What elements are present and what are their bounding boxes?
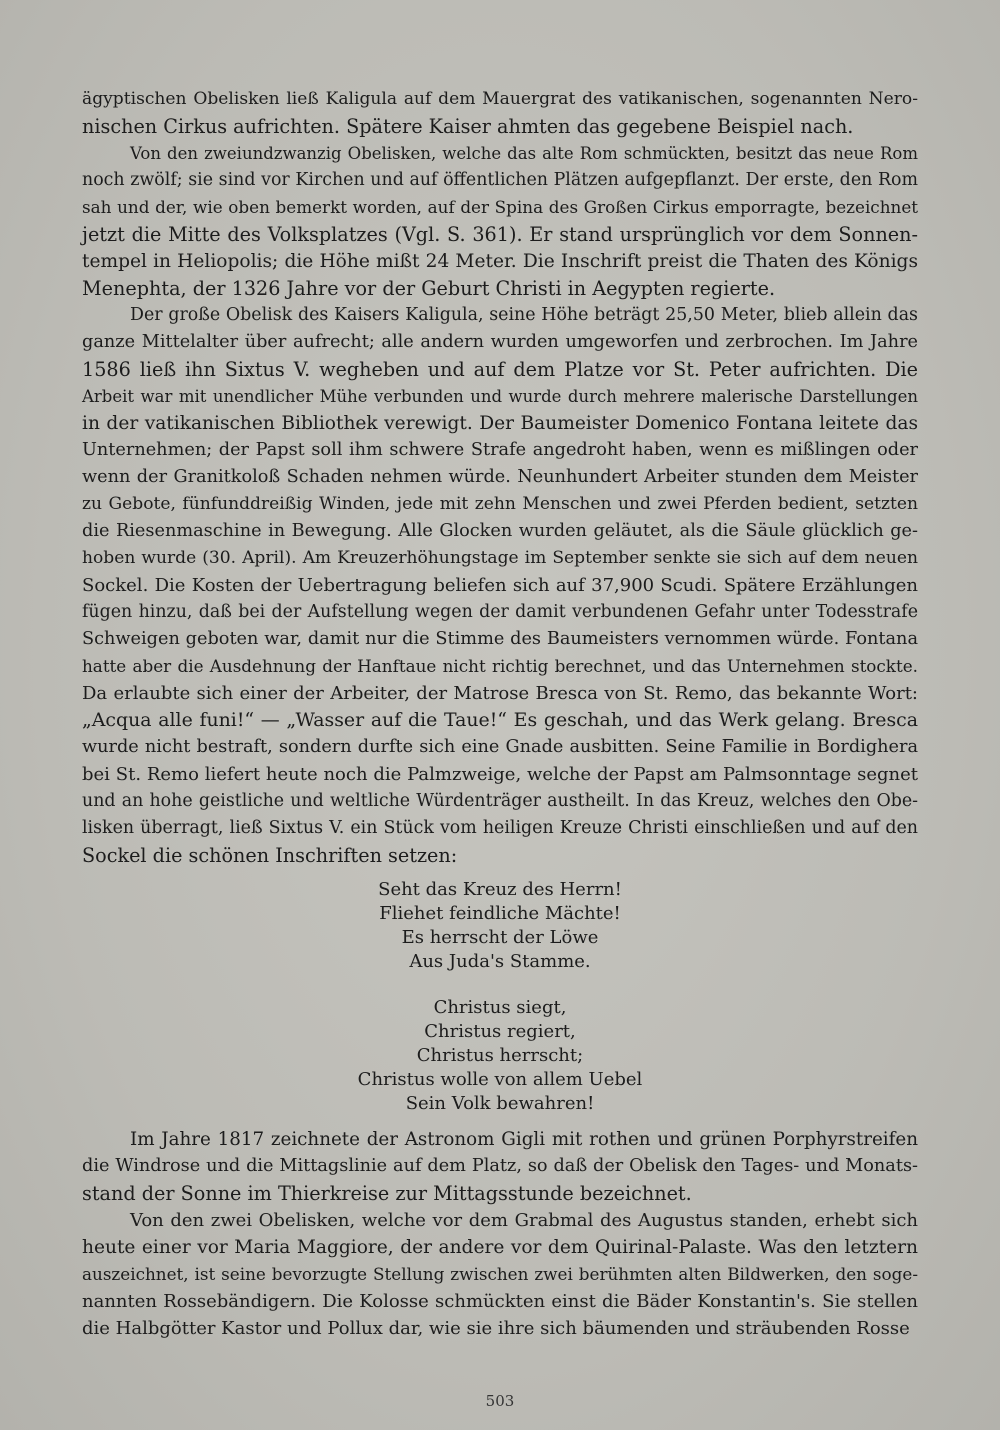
text-line: „Acqua alle funi!“ — „Wasser auf die Taue!“ Es geschah, und das Werk gelang. Bresca (82, 709, 918, 731)
text-line: wurde nicht bestraft, sondern durfte sich eine Gnade ausbitten. Seine Familie in Bordighera (82, 737, 918, 757)
text-line: die Windrose und die Mittagslinie auf dem Platz, so daß der Obelisk den Tages- und Monats- (82, 1156, 918, 1176)
text-line: lisken überragt, ließ Sixtus V. ein Stück vom heiligen Kreuze Christi einschließen und auf den (82, 818, 918, 838)
text-line: heute einer vor Maria Maggiore, der andere vor dem Quirinal-Palaste. Was den letztern (82, 1237, 918, 1258)
text-line: auszeichnet, ist seine bevorzugte Stellung zwischen zwei berühmten alten Bildwerken, den soge- (82, 1264, 918, 1284)
inscription-verse (82, 996, 918, 1116)
paragraph (82, 1207, 918, 1342)
text-line: und an hohe geistliche und weltliche Würdenträger austheilt. In das Kreuz, welches den Obe- (82, 791, 918, 811)
text-line: Im Jahre 1817 zeichnete der Astronom Gigli mit rothen und grünen Porphyrstreifen (130, 1129, 918, 1150)
text-line: Sockel die schönen Inschriften setzen: (82, 844, 458, 867)
text-line: wenn der Granitkoloß Schaden nehmen würde. Neunhundert Arbeiter stunden dem Meister (82, 467, 918, 487)
verse-line: Sein Volk bewahren! (405, 1093, 595, 1114)
inscription-verse (82, 878, 918, 974)
text-line: noch zwölf; sie sind vor Kirchen und auf öffentlichen Plätzen aufgepflanzt. Der erste, den Rom (82, 170, 918, 190)
text-line: jetzt die Mitte des Volksplatzes (Vgl. S. 361). Er stand ursprünglich vor dem Sonnen- (82, 223, 918, 246)
verse-line: Christus siegt, (433, 997, 567, 1018)
text-line: Schweigen geboten war, damit nur die Stimme des Baumeisters vernommen würde. Fontana (82, 629, 918, 649)
text-line: die Halbgötter Kastor und Pollux dar, wie sie ihre sich bäumenden und sträubenden Rosse (82, 1318, 910, 1339)
text-line: sah und der, wie oben bemerkt worden, auf der Spina des Großen Cirkus emporragte, bezeichnet (82, 197, 918, 217)
text-line: die Riesenmaschine in Bewegung. Alle Glocken wurden geläutet, als die Säule glücklich ge- (82, 521, 918, 541)
paragraph (82, 302, 918, 869)
paragraph (82, 86, 918, 140)
text-line: Von den zweiundzwanzig Obelisken, welche das alte Rom schmückten, besitzt das neue Rom (130, 144, 918, 163)
verse-line: Fliehet feindliche Mächte! (379, 903, 621, 924)
text-line: Der große Obelisk des Kaisers Kaligula, seine Höhe beträgt 25,50 Meter, blieb allein das (130, 305, 918, 325)
text-line: 1586 ließ ihn Sixtus V. wegheben und auf dem Platze vor St. Peter aufrichten. Die (82, 358, 918, 381)
text-line: nischen Cirkus aufrichten. Spätere Kaiser ahmten das gegebene Beispiel nach. (82, 115, 854, 138)
body-text (82, 86, 918, 869)
text-line: zu Gebote, fünfunddreißig Winden, jede mit zehn Menschen und zwei Pferden bedient, setzten (82, 494, 918, 514)
verse-line: Christus regiert, (424, 1021, 576, 1042)
text-line: nannten Rossebändigern. Die Kolosse schmückten einst die Bäder Konstantin's. Sie stellen (82, 1291, 918, 1312)
text-line: ganze Mittelalter über aufrecht; alle andern wurden umgeworfen und zerbrochen. Im Jahre (82, 332, 918, 352)
text-line: Unternehmen; der Papst soll ihm schwere Strafe angedroht haben, wenn es mißlingen oder (82, 440, 918, 460)
text-line: stand der Sonne im Thierkreise zur Mittagsstunde bezeichnet. (82, 1182, 692, 1205)
text-line: tempel in Heliopolis; die Höhe mißt 24 Meter. Die Inschrift preist die Thaten des Königs (82, 251, 918, 272)
text-line: Da erlaubte sich einer der Arbeiter, der Matrose Bresca von St. Remo, das bekannte Wort: (82, 683, 918, 704)
text-line: ägyptischen Obelisken ließ Kaligula auf dem Mauergrat des vatikanischen, sogenannten Nero- (82, 89, 918, 109)
paragraph (82, 1126, 918, 1207)
page-number: 503 (485, 1392, 515, 1410)
verse-line: Christus wolle von allem Uebel (357, 1069, 643, 1090)
verse-line: Aus Juda's Stamme. (409, 951, 591, 972)
text-line: Sockel. Die Kosten der Uebertragung beliefen sich auf 37,900 Scudi. Spätere Erzählungen (82, 575, 918, 596)
text-line: hatte aber die Ausdehnung der Hanftaue nicht richtig berechnet, und das Unternehmen stockte. (82, 656, 918, 676)
verse-line: Christus herrscht; (416, 1045, 584, 1066)
text-line: fügen hinzu, daß bei der Aufstellung wegen der damit verbundenen Gefahr unter Todesstrafe (82, 602, 918, 622)
text-line: hoben wurde (30. April). Am Kreuzerhöhungstage im September senkte sie sich auf dem neuen (82, 548, 918, 568)
text-line: in der vatikanischen Bibliothek verewigt. Der Baumeister Domenico Fontana leitete das (82, 413, 918, 434)
body-text (82, 1126, 918, 1342)
text-line: bei St. Remo liefert heute noch die Palmzweige, welche der Papst am Palmsonntage segnet (82, 764, 918, 785)
verse-line: Es herrscht der Löwe (401, 927, 599, 948)
text-line: Menephta, der 1326 Jahre vor der Geburt Christi in Aegypten regierte. (82, 277, 776, 300)
text-line: Von den zwei Obelisken, welche vor dem Grabmal des Augustus standen, erhebt sich (130, 1210, 918, 1231)
text-line: Arbeit war mit unendlicher Mühe verbunden und wurde durch mehrere malerische Darstellungen (82, 387, 918, 406)
verse-line: Seht das Kreuz des Herrn! (378, 879, 622, 900)
paragraph (82, 140, 918, 302)
